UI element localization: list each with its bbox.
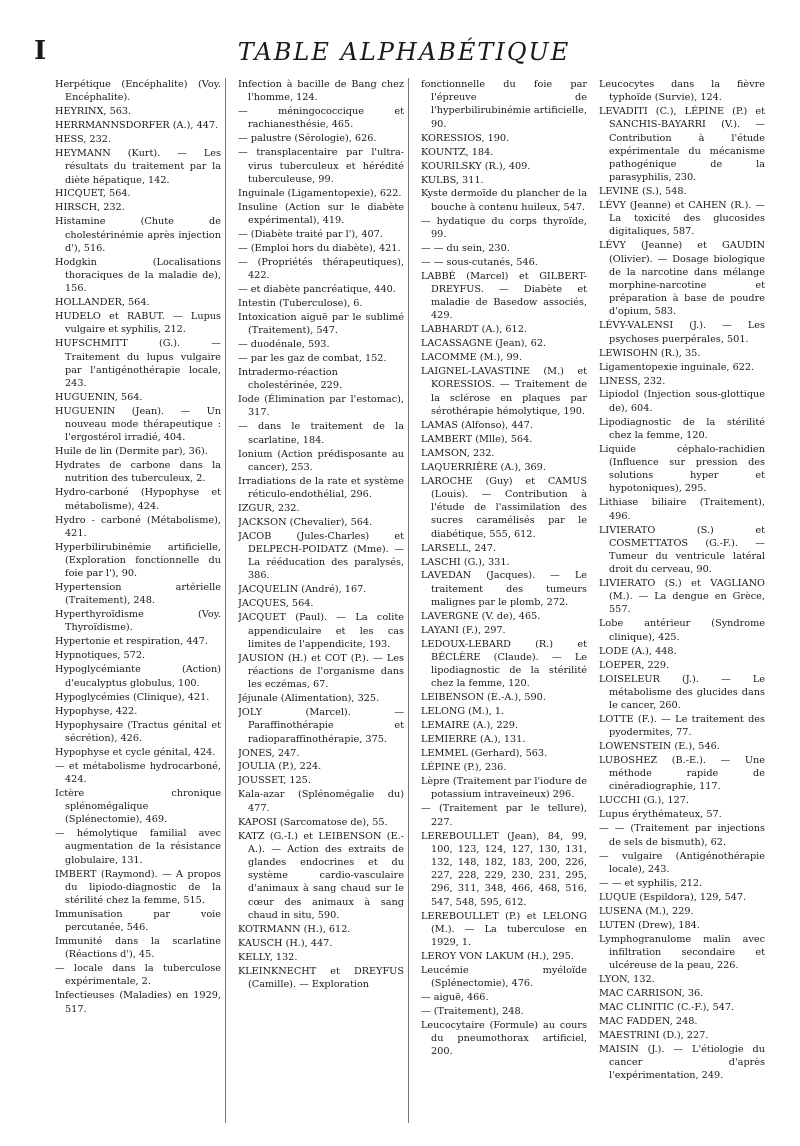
index-entry: Lymphogranulome malin avec infiltration secondaire et ulcéreuse de la peau, 226. xyxy=(599,933,765,972)
index-entry: JACOB (Jules-Charles) et DELPECH-POIDATZ (Mme). — La rééducation des paralysés, 386. xyxy=(238,530,404,582)
index-entry: — méningococcique et rachianesthésie, 465. xyxy=(238,106,404,131)
index-entry: Leucocytaire (Formule) au cours du pneumothorax artificiel, 200. xyxy=(421,1020,587,1058)
index-entry: KORESSIOS, 190. xyxy=(421,132,510,144)
index-entry: Kyste dermoïde du plancher de la bouche à contenu huileux, 547. xyxy=(421,188,587,213)
index-entry: — locale dans la tuberculose expérimentale, 2. xyxy=(55,963,221,988)
index-entry: LEMAIRE (A.), 229. xyxy=(421,720,519,732)
index-entry: HOLLANDER, 564. xyxy=(55,297,150,309)
index-entry: Huile de lin (Dermite par), 36). xyxy=(55,446,208,458)
index-entry: HUGUENIN, 564. xyxy=(55,391,143,403)
index-entry: JACQUELIN (André), 167. xyxy=(238,584,367,596)
index-entry: — (Diabète traité par l'), 407. xyxy=(238,228,383,240)
index-entry: Hyperbilirubinémie artificielle, (Exploration fonctionnelle du foie par l'), 90. xyxy=(55,541,221,580)
index-entry: Irradiations de la rate et système réticulo-endothélial, 296. xyxy=(238,475,404,500)
index-entry: KATZ (G.-I.) et LEIBENSON (E.-A.). — Action des extraits de glandes endocrines et du système cardio-vasculaire d'animaux à sang chaud sur le cœur des animaux à sang chaud in situ, 590. xyxy=(238,830,404,921)
index-entry: Hydro - carboné (Métabolisme), 421. xyxy=(55,514,221,539)
index-entry: LEVINE (S.), 548. xyxy=(599,186,687,198)
index-entry: LABBÉ (Marcel) et GILBERT-DREYFUS. — Diabète et maladie de Basedow associés, 429. xyxy=(421,270,587,322)
index-entry: Kala-azar (Splénomégalie du) 477. xyxy=(238,789,404,814)
index-entry: — (Traitement), 248. xyxy=(421,1006,524,1018)
index-entry: LUTEN (Drew), 184. xyxy=(599,919,700,931)
index-entry: Leucémie myéloïde (Splénectomie), 476. xyxy=(421,964,587,990)
index-entry: LOTTE (F.). — Le traitement des pyodermites, 77. xyxy=(599,713,765,739)
index-entry: — dans le traitement de la scarlatine, 184. xyxy=(238,421,404,446)
index-entry: — duodénale, 593. xyxy=(238,339,330,351)
index-entry: HIRSCH, 232. xyxy=(55,202,125,214)
index-entry: — hémolytique familial avec augmentation de la résistance globulaire, 131. xyxy=(55,828,221,866)
index-entry: LÉVY-VALENSI (J.). — Les psychoses puerpérales, 501. xyxy=(599,320,765,345)
index-entry: LIVIERATO (S.) et COSMETTATOS (G.-F.). — Tumeur du ventricule latéral droit du cerveau, 90. xyxy=(599,524,765,576)
index-entry: LAMAS (Alfonso), 447. xyxy=(421,419,533,431)
index-entry: — et diabète pancréatique, 440. xyxy=(238,283,396,295)
index-entry: — (Traitement par le tellure), 227. xyxy=(421,803,587,828)
index-entry: KOUNTZ, 184. xyxy=(421,146,494,158)
index-entry: Lèpre (Traitement par l'iodure de potassium intraveineux) 296. xyxy=(421,776,587,801)
index-entry: HEYRINX, 563. xyxy=(55,106,132,118)
index-entry: LOISELEUR (J.). — Le métabolisme des glucides dans le cancer, 260. xyxy=(599,673,765,711)
index-entry: Inguinale (Ligamentopexie), 622. xyxy=(238,187,402,199)
index-entry: JONES, 247. xyxy=(238,747,300,759)
index-entry: LÉVY (Jeanne) et CAHEN (R.). — La toxicité des glucosides digitaliques, 587. xyxy=(599,200,765,238)
index-entry: HUGUENIN (Jean). — Un nouveau mode thérapeutique : l'ergostérol irradié, 404. xyxy=(55,405,221,444)
index-entry: LAMSON, 232. xyxy=(421,447,495,459)
index-entry: Infectieuses (Maladies) en 1929, 517. xyxy=(55,990,221,1015)
index-entry: KAPOSI (Sarcomatose de), 55. xyxy=(238,816,388,828)
index-column-2 xyxy=(238,78,409,1123)
index-entry: Ligamentopexie inguinale, 622. xyxy=(599,361,755,373)
index-entry: — aiguë, 466. xyxy=(421,992,489,1004)
index-entry: LELONG (M.), 1. xyxy=(421,706,505,718)
index-entry: Hypnotiques, 572. xyxy=(55,650,146,662)
index-entry: MAC CLINITIC (C.-F.), 547. xyxy=(599,1002,735,1014)
index-entry: Hodgkin (Localisations thoraciques de la maladie de), 156. xyxy=(55,256,221,295)
index-entry: Jéjunale (Alimentation), 325. xyxy=(238,693,380,705)
index-entry: LASCHI (G.), 331. xyxy=(421,556,510,568)
index-column-3 xyxy=(421,78,587,1123)
index-entry: LARSELL, 247. xyxy=(421,542,497,554)
index-entry: — — sous-cutanés, 546. xyxy=(421,256,538,268)
index-entry: — palustre (Sérologie), 626. xyxy=(238,133,377,145)
index-entry: — — et syphilis, 212. xyxy=(599,877,703,889)
index-entry: Intestin (Tuberculose), 6. xyxy=(238,297,363,309)
index-entry: LEMIERRE (A.), 131. xyxy=(421,734,526,746)
index-entry: KOTRMANN (H.), 612. xyxy=(238,923,351,935)
index-entry: LAMBERT (Mlle), 564. xyxy=(421,433,533,445)
index-entry: MAC CARRISON, 36. xyxy=(599,988,704,1000)
index-entry: LEMMEL (Gerhard), 563. xyxy=(421,748,548,760)
index-entry: — vulgaire (Antigénothérapie locale), 243. xyxy=(599,850,765,875)
index-entry: Liquide céphalo-rachidien (Influence sur pression des solutions hyper et hypotoniques), 295. xyxy=(599,443,765,495)
index-entry: LEVADITI (C.), LÉPINE (P.) et SANCHIS-BAYARRI (V.). — Contribution à l'étude expérimentale du mécanisme pathogénique de la parasyphilis, 230. xyxy=(599,106,765,184)
index-entry: KAUSCH (H.), 447. xyxy=(238,937,333,949)
index-entry: Intoxication aiguë par le sublimé (Traitement), 547. xyxy=(238,311,404,337)
index-entry: LIVIERATO (S.) et VAGLIANO (M.). — La dengue en Grèce, 557. xyxy=(599,578,765,616)
index-entry: HEYMANN (Kurt). — Les résultats du traitement par la diète hépatique, 142. xyxy=(55,148,221,186)
index-entry: Hypoglycémiante (Action) d'eucalyptus globulus, 100. xyxy=(55,664,221,689)
index-entry: IZGUR, 232. xyxy=(238,502,300,514)
index-entry: HERRMANNSDORFER (A.), 447. xyxy=(55,120,219,132)
index-entry: Lipiodol (Injection sous-glottique de), 604. xyxy=(599,389,765,414)
index-entry: Insuline (Action sur le diabète expérimental), 419. xyxy=(238,201,404,226)
index-entry: Hypophyse et cycle génital, 424. xyxy=(55,746,216,758)
index-entry: Hypophysaire (Tractus génital et sécrétion), 426. xyxy=(55,719,221,744)
index-entry: LEREBOULLET (Jean), 84, 99, 100, 123, 124, 127, 130, 131, 132, 148, 182, 183, 200, 226, 227, 228, 229, 230, 231, 295, 296, 311, 348, 466, 468, 516, 547, 548, 595, 612. xyxy=(421,830,587,908)
index-entry: Immunisation par voie percutanée, 546. xyxy=(55,908,221,934)
index-entry: — transplacentaire par l'ultra-virus tuberculeux et hérédité tuberculeuse, 99. xyxy=(238,147,404,185)
index-entry: KOURILSKY (R.), 409. xyxy=(421,160,531,172)
index-entry: MAESTRINI (D.), 227. xyxy=(599,1030,709,1042)
index-entry: LEDOUX-LEBARD (R.) et BÉCLÈRE (Claude). — Le lipodiagnostic de la stérilité chez la femme, 120. xyxy=(421,638,587,690)
page-title: TABLE ALPHABÉTIQUE xyxy=(237,38,571,66)
index-entry: LUSENA (M.), 229. xyxy=(599,905,694,917)
index-entry: — hydatique du corps thyroïde, 99. xyxy=(421,215,587,240)
index-entry: — par les gaz de combat, 152. xyxy=(238,353,387,365)
index-column-1 xyxy=(55,78,226,1123)
index-entry: Ionium (Action prédisposante au cancer), 253. xyxy=(238,448,404,473)
index-entry: LOWENSTEIN (E.), 546. xyxy=(599,741,720,753)
index-columns xyxy=(55,78,765,1123)
index-entry: HUDELO et RABUT. — Lupus vulgaire et syphilis, 212. xyxy=(55,311,221,336)
index-entry: Leucocytes dans la fièvre typhoïde (Survie), 124. xyxy=(599,79,765,104)
index-entry: LACOMME (M.), 99. xyxy=(421,352,522,364)
index-entry: Lobe antérieur (Syndrome clinique), 425. xyxy=(599,618,765,643)
index-entry: LAVERGNE (V. de), 465. xyxy=(421,610,541,622)
index-entry: fonctionnelle du foie par l'épreuve de l'hyperbilirubinémie artificielle, 90. xyxy=(421,79,587,130)
index-entry: LÉVY (Jeanne) et GAUDIN (Olivier). — Dosage biologique de la narcotine dans mélange morphine-narcotine et préparation à base de poudre d'opium, 583. xyxy=(599,240,765,318)
index-entry: LAQUERRIÈRE (A.), 369. xyxy=(421,461,546,473)
index-entry: LUQUE (Espildora), 129, 547. xyxy=(599,891,747,903)
index-entry: Immunité dans la scarlatine (Réactions d'), 45. xyxy=(55,936,221,961)
index-entry: MAC FADDEN, 248. xyxy=(599,1016,698,1028)
index-entry: LEWISOHN (R.), 35. xyxy=(599,347,701,359)
index-entry: IMBERT (Raymond). — A propos du lipiodo-diagnostic de la stérilité chez la femme, 515. xyxy=(55,868,221,906)
index-entry: KELLY, 132. xyxy=(238,951,298,963)
index-entry: HUFSCHMITT (G.). — Traitement du lupus vulgaire par l'antigénothérapie locale, 243. xyxy=(55,338,221,389)
index-entry: Hydrates de carbone dans la nutrition des tuberculeux, 2. xyxy=(55,460,221,485)
index-entry: LEROY VON LAKUM (H.), 295. xyxy=(421,950,574,962)
index-entry: Lupus érythémateux, 57. xyxy=(599,809,722,821)
index-entry: HESS, 232. xyxy=(55,134,112,146)
index-entry: LEIBENSON (E.-A.), 590. xyxy=(421,692,546,704)
index-entry: JOUSSET, 125. xyxy=(238,775,311,787)
index-entry: Iode (Élimination par l'estomac), 317. xyxy=(238,394,404,419)
index-entry: LODE (A.), 448. xyxy=(599,645,677,657)
page-header xyxy=(34,36,774,76)
index-entry: — (Emploi hors du diabète), 421. xyxy=(238,242,401,254)
index-entry: Hypophyse, 422. xyxy=(55,705,138,717)
index-entry: LYON, 132. xyxy=(599,974,655,986)
index-entry: JACQUES, 564. xyxy=(238,598,314,610)
index-entry: Hypoglycémies (Clinique), 421. xyxy=(55,691,210,703)
index-entry: LINESS, 232. xyxy=(599,375,666,387)
index-entry: LAYANI (F.), 297. xyxy=(421,624,506,636)
index-entry: LAIGNEL-LAVASTINE (M.) et KORESSIOS. — Traitement de la sclérose en plaques par sérothérapie hémolytique, 190. xyxy=(421,366,587,417)
index-entry: JOULIA (P.), 224. xyxy=(238,761,322,773)
index-entry: Ictère chronique splénomégalique (Splénectomie), 469. xyxy=(55,787,221,826)
index-entry: LABHARDT (A.), 612. xyxy=(421,324,527,336)
index-column-4 xyxy=(599,78,765,1123)
index-entry: LACASSAGNE (Jean), 62. xyxy=(421,338,547,350)
index-entry: Hypertension artérielle (Traitement), 248. xyxy=(55,582,221,607)
index-entry: Intradermo-réaction cholestérinée, 229. xyxy=(238,367,343,392)
index-entry: JAUSION (H.) et COT (P.). — Les réactions de l'organisme dans les eczémas, 67. xyxy=(238,652,404,691)
index-entry: JACQUET (Paul). — La colite appendiculaire et les cas limites de l'appendicite, 193. xyxy=(238,612,404,650)
index-entry: KLEINKNECHT et DREYFUS (Camille). — Exploration xyxy=(238,965,404,990)
index-entry: JOLY (Marcel). — Paraffinothérapie et radioparaffinothérapie, 375. xyxy=(238,707,404,745)
index-entry: Lipodiagnostic de la stérilité chez la femme, 120. xyxy=(599,416,765,441)
index-entry: LAVEDAN (Jacques). — Le traitement des tumeurs malignes par le plomb, 272. xyxy=(421,570,587,608)
index-entry: — et métabolisme hydrocarboné, 424. xyxy=(55,760,221,785)
index-entry: Hyperthyroïdisme (Voy. Thyroïdisme). xyxy=(55,609,221,634)
index-entry: HICQUET, 564. xyxy=(55,188,131,200)
index-entry: — — (Traitement par injections de sels de bismuth), 62. xyxy=(599,823,765,848)
index-entry: LEREBOULLET (P.) et LELONG (M.). — La tuberculose en 1929, 1. xyxy=(421,910,587,948)
index-entry: Infection à bacille de Bang chez l'homme, 124. xyxy=(238,79,404,104)
index-entry: Hydro-carboné (Hypophyse et métabolisme), 424. xyxy=(55,487,221,512)
index-entry: LAROCHE (Guy) et CAMUS (Louis). — Contribution à l'étude de l'assimilation des sucres caramélisés par le diabétique, 555, 612. xyxy=(421,475,587,540)
index-entry: LÉPINE (P.), 236. xyxy=(421,762,507,774)
index-entry: Herpétique (Encéphalite) (Voy. Encéphalite). xyxy=(55,79,221,104)
index-entry: Lithiase biliaire (Traitement), 496. xyxy=(599,497,765,522)
index-entry: Hypertonie et respiration, 447. xyxy=(55,636,208,648)
page-number: I xyxy=(34,36,47,66)
index-entry: — — du sein, 230. xyxy=(421,242,510,254)
index-entry: LOEPER, 229. xyxy=(599,659,670,671)
index-entry: LUCCHI (G.), 127. xyxy=(599,795,690,807)
index-entry: — (Propriétés thérapeutiques), 422. xyxy=(238,256,404,281)
index-entry: JACKSON (Chevalier), 564. xyxy=(238,516,373,528)
index-entry: LUBOSHEZ (B.-E.). — Une méthode rapide de cinéradiographie, 117. xyxy=(599,755,765,793)
index-entry: KULBS, 311. xyxy=(421,174,484,186)
index-entry: MAISIN (J.). — L'étiologie du cancer d'après l'expérimentation, 249. xyxy=(599,1044,765,1082)
index-entry: Histamine (Chute de cholestérinémie après injection d'), 516. xyxy=(55,216,221,254)
